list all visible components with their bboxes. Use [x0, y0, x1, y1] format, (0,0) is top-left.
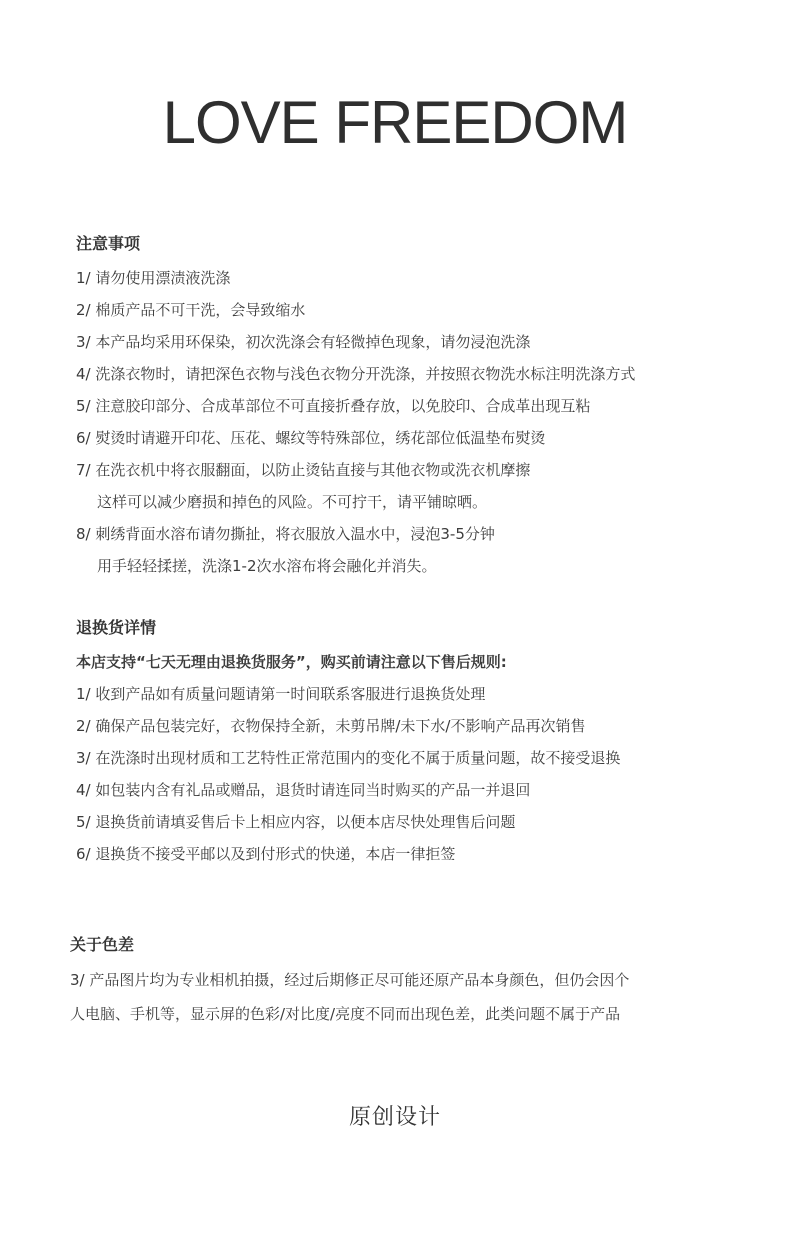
care-note-line: 4/ 洗涤衣物时，请把深色衣物与浅色衣物分开洗涤，并按照衣物洗水标注明洗涤方式 — [76, 365, 636, 383]
returns-rule-line: 2/ 确保产品包装完好，衣物保持全新，未剪吊牌/未下水/不影响产品再次销售 — [76, 717, 586, 735]
care-note-line: 1/ 请勿使用漂渍液洗涤 — [76, 269, 231, 287]
care-note-line: 5/ 注意胶印部分、合成革部位不可直接折叠存放，以免胶印、合成革出现互粘 — [76, 397, 591, 415]
returns-rule-line: 1/ 收到产品如有质量问题请第一时间联系客服进行退换货处理 — [76, 685, 486, 703]
care-note-line: 6/ 熨烫时请避开印花、压花、螺纹等特殊部位，绣花部位低温垫布熨烫 — [76, 429, 546, 447]
care-note-line: 3/ 本产品均采用环保染，初次洗涤会有轻微掉色现象，请勿浸泡洗涤 — [76, 333, 531, 351]
returns-rule-line: 4/ 如包装内含有礼品或赠品，退货时请连同当时购买的产品一并退回 — [76, 781, 531, 799]
care-note-line: 8/ 刺绣背面水溶布请勿撕扯，将衣服放入温水中，浸泡3-5分钟 — [76, 525, 495, 543]
care-note-line: 7/ 在洗衣机中将衣服翻面，以防止烫钻直接与其他衣物或洗衣机摩擦 — [76, 461, 531, 479]
returns-heading: 退换货详情 — [76, 618, 157, 637]
color-difference-line: 人电脑、手机等，显示屏的色彩/对比度/亮度不同而出现色差，此类问题不属于产品 — [70, 1005, 621, 1023]
returns-rule-line: 5/ 退换货前请填妥售后卡上相应内容，以便本店尽快处理售后问题 — [76, 813, 516, 831]
returns-rule-line: 3/ 在洗涤时出现材质和工艺特性正常范围内的变化不属于质量问题，故不接受退换 — [76, 749, 621, 767]
color-difference-heading: 关于色差 — [70, 935, 135, 954]
color-difference-line: 3/ 产品图片均为专业相机拍摄，经过后期修正尽可能还原产品本身颜色，但仍会因个 — [70, 971, 630, 989]
care-notes-section — [76, 232, 756, 582]
color-difference-section — [70, 933, 750, 1031]
care-notes-heading: 注意事项 — [76, 234, 141, 253]
footer-title: 原创设计 — [348, 1105, 441, 1130]
care-note-line-continued: 用手轻轻揉搓，洗涤1-2次水溶布将会融化并消失。 — [97, 557, 437, 575]
returns-section — [76, 616, 756, 870]
returns-intro: 本店支持“七天无理由退换货服务”，购买前请注意以下售后规则: — [76, 653, 507, 671]
brand-title: LOVE FREEDOM — [162, 89, 628, 156]
returns-rule-line: 6/ 退换货不接受平邮以及到付形式的快递，本店一律拒签 — [76, 845, 456, 863]
care-note-line: 2/ 棉质产品不可干洗，会导致缩水 — [76, 301, 306, 319]
care-note-line-continued: 这样可以减少磨损和掉色的风险。不可拧干，请平铺晾晒。 — [97, 493, 488, 511]
